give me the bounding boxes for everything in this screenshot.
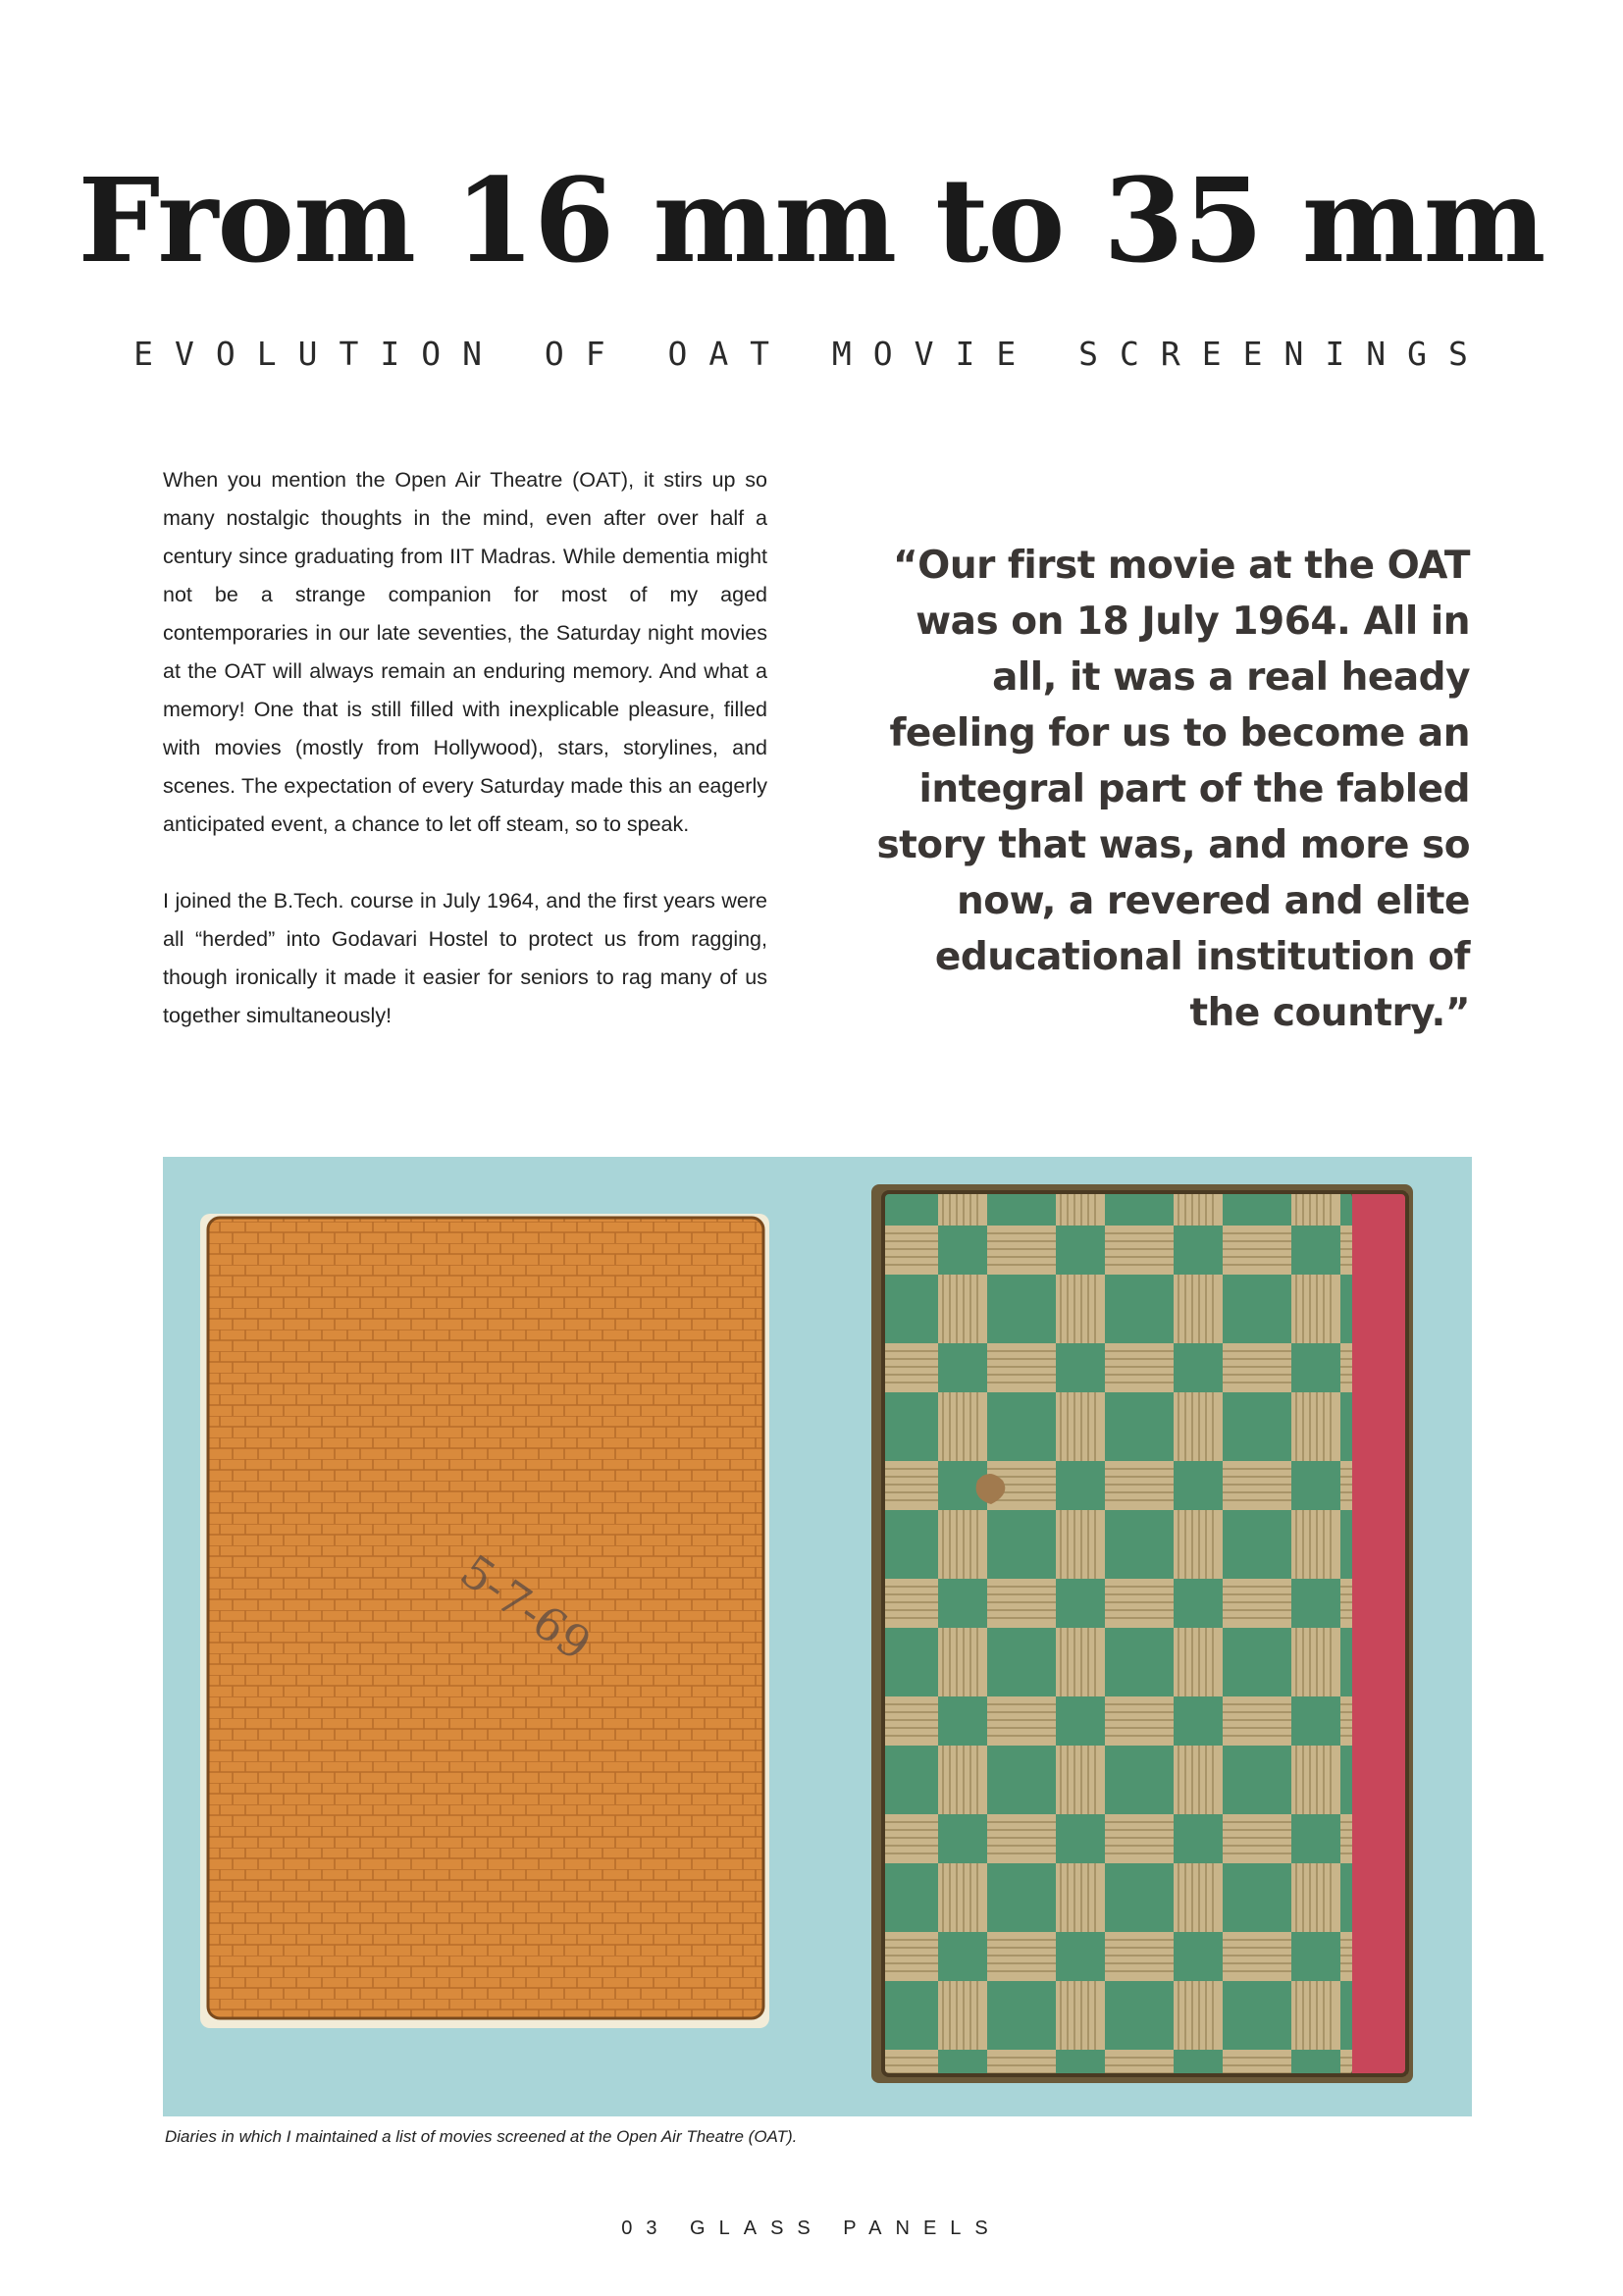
green-diary	[871, 1184, 1413, 2083]
article-body	[163, 461, 767, 1073]
svg-text:5-7-69: 5-7-69	[450, 1543, 602, 1671]
orange-diary	[200, 1214, 769, 2028]
body-paragraph-1: When you mention the Open Air Theatre (OAT), it stirs up so many nostalgic thoughts in the mind, even after over half a century since graduating from IIT Madras. While dementia might not be a strange companion for most of my aged contemporaries in our late seventies, the Saturday night movies at the OAT will always remain an enduring memory. And what a memory! One that is still filled with inexplicable pleasure, filled with movies (mostly from Hollywood), stars, storylines, and scenes. The expectation of every Saturday made this an eagerly anticipated event, a chance to let off steam, so to speak.	[163, 468, 767, 836]
article-title: From 16 mm to 35 mm	[78, 152, 1545, 288]
article-subtitle: EVOLUTION OF OAT MOVIE SCREENINGS	[133, 335, 1490, 373]
body-paragraph-2: I joined the B.Tech. course in July 1964, and the first years were all “herded” into Godavari Hostel to protect us from ragging, though ironically it made it easier for seniors to rag many of us together simultaneously!	[163, 889, 767, 1027]
diaries-illustration	[163, 1157, 1472, 2116]
diaries-photo	[163, 1157, 1472, 2116]
photo-caption: Diaries in which I maintained a list of movies screened at the Open Air Theatre (OAT).	[165, 2127, 798, 2146]
page-footer: 03 GLASS PANELS	[621, 2218, 1002, 2239]
pull-quote: “Our first movie at the OAT was on 18 July 1964. All in all, it was a real heady feeling for us to become an integral part of the fabled story that was, and more so now, a revered and elite educational institution of the country.”	[876, 544, 1470, 1035]
